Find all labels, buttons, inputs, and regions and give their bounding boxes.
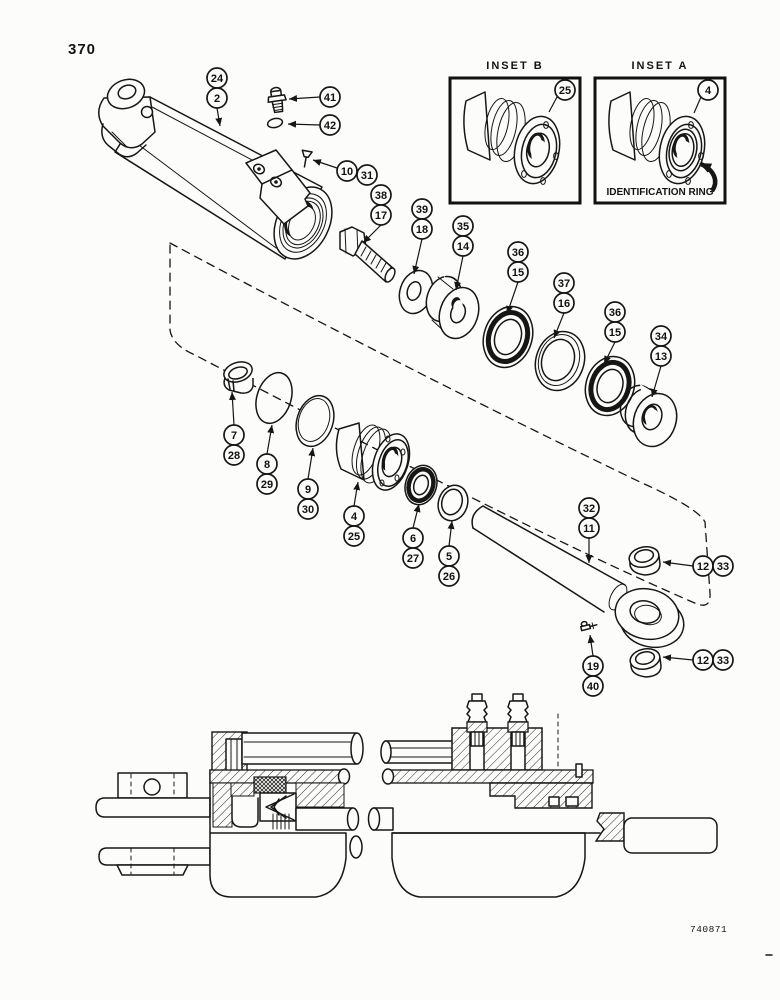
- callout-number: 12: [696, 560, 710, 573]
- callout-number: 6: [409, 532, 417, 545]
- callout-19-40: [583, 635, 603, 696]
- document-code: 740871: [690, 924, 728, 935]
- callout-8-29: [257, 425, 277, 494]
- callout-4-25: [344, 482, 364, 546]
- cross-section-left: [96, 732, 363, 897]
- part-bolt-38: [340, 227, 397, 283]
- callout-number: 37: [557, 277, 571, 290]
- callout-number: 4: [704, 84, 712, 97]
- callout-9-30: [298, 448, 318, 519]
- part-oring-8: [250, 368, 298, 428]
- callout-number: 28: [227, 449, 241, 462]
- callout-number: 19: [586, 660, 600, 673]
- identification-ring-note: IDENTIFICATION RING: [606, 187, 714, 198]
- callout-number: 26: [442, 570, 456, 583]
- part-oring-42: [267, 117, 284, 129]
- callout-35-14: [453, 216, 473, 290]
- part-screw-10: [300, 150, 313, 167]
- callout-number: 10: [340, 165, 354, 178]
- callout-37-16: [554, 273, 574, 338]
- callout-number: 33: [716, 654, 730, 667]
- callout-number: 9: [304, 483, 312, 496]
- inset-a-title: INSET A: [631, 60, 689, 72]
- callout-number: 18: [415, 223, 429, 236]
- callout-number: 5: [445, 550, 453, 563]
- callout-number: 17: [374, 209, 388, 222]
- part-split-ring-7: [221, 358, 254, 393]
- callout-number: 25: [347, 530, 361, 543]
- callout-38-17: [363, 185, 391, 243]
- callout-number: 4: [350, 510, 358, 523]
- callout-34-13: [651, 326, 671, 397]
- callout-36-15-b: [604, 302, 625, 364]
- callout-number: 29: [260, 478, 274, 491]
- callout-number: 33: [716, 560, 730, 573]
- part-backup-ring-9: [290, 391, 340, 452]
- callout-42: [288, 115, 340, 135]
- part-gland-4: [336, 422, 416, 495]
- inset-b-title: INSET B: [486, 60, 544, 72]
- part-wiper-5: [434, 481, 473, 524]
- callout-number: 32: [582, 502, 596, 515]
- callout-32-11: [579, 498, 599, 563]
- callout-12-33-top: [663, 556, 733, 576]
- part-grease-fitting-19: [580, 619, 598, 632]
- callout-10-31: [313, 160, 377, 185]
- part-seal-36-b: [578, 350, 642, 422]
- callout-number: 15: [608, 326, 622, 339]
- callout-number: 16: [557, 297, 571, 310]
- callout-number: 12: [696, 654, 710, 667]
- callout-number: 39: [415, 203, 429, 216]
- part-bushing-12-top: [627, 544, 661, 575]
- part-ring-37: [528, 325, 592, 397]
- callout-number: 14: [456, 240, 470, 253]
- callout-number: 11: [583, 522, 595, 535]
- callout-41: [289, 87, 340, 107]
- part-bushing-12-bottom: [628, 646, 662, 677]
- callout-number: 2: [213, 92, 221, 105]
- callout-number: 36: [511, 246, 525, 259]
- callout-39-18: [412, 199, 432, 274]
- callout-number: 8: [263, 458, 271, 471]
- callout-12-33-bottom: [663, 650, 733, 670]
- callout-number: 38: [374, 189, 388, 202]
- callout-24-2: [207, 68, 227, 126]
- callout-36-15-a: [507, 242, 528, 314]
- callout-number: 36: [608, 306, 622, 319]
- callout-number: 35: [456, 220, 470, 233]
- cross-section-right: [369, 694, 718, 897]
- callout-number: 31: [360, 169, 374, 182]
- part-plug-41: [266, 86, 287, 113]
- callout-7-28: [224, 392, 244, 465]
- callout-number: 27: [406, 552, 420, 565]
- callout-number: 34: [654, 330, 668, 343]
- callout-number: 7: [230, 429, 238, 442]
- page-number: 370: [68, 41, 97, 58]
- callout-number: 24: [210, 72, 224, 85]
- callout-number: 25: [558, 84, 572, 97]
- callout-5-26: [439, 521, 459, 586]
- callout-number: 30: [301, 503, 315, 516]
- callout-number: 41: [323, 91, 337, 104]
- callout-number: 40: [586, 680, 600, 693]
- callout-number: 15: [511, 266, 525, 279]
- callout-6-27: [403, 504, 423, 568]
- callout-number: 13: [654, 350, 668, 363]
- callout-number: 42: [323, 119, 337, 132]
